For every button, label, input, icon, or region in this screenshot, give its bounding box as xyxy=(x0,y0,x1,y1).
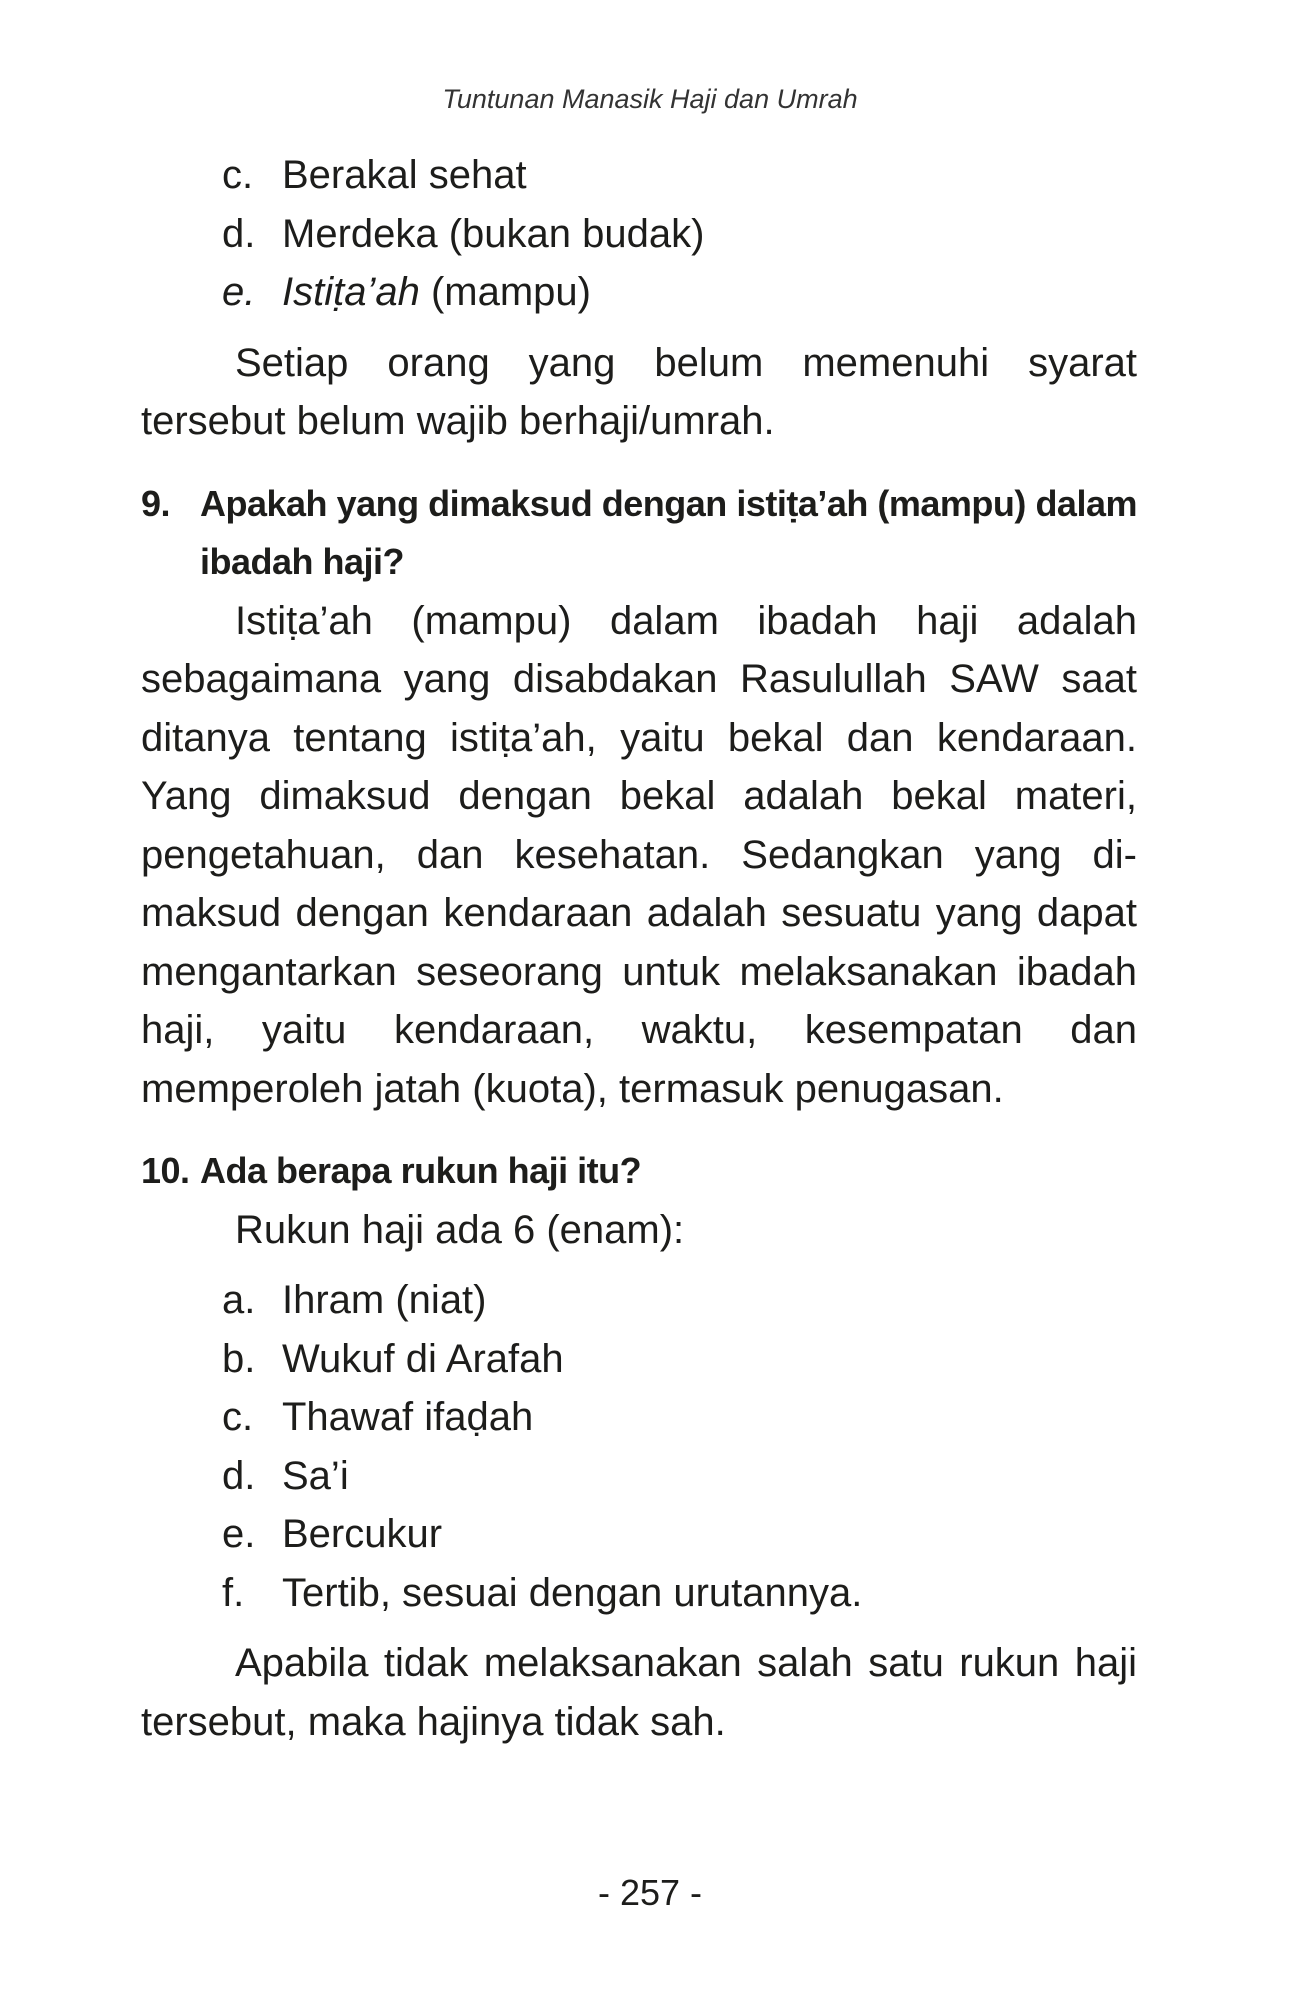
list-marker: a. xyxy=(222,1278,256,1322)
list-marker: e. xyxy=(222,270,256,314)
question-number: 10. xyxy=(141,1150,190,1191)
list-text: Berakal sehat xyxy=(282,153,527,197)
list-item xyxy=(141,1505,1137,1564)
page-content xyxy=(141,146,1137,1751)
list-text: Ihram (niat) xyxy=(282,1278,487,1322)
question-number: 9. xyxy=(141,482,171,524)
list-marker: d. xyxy=(222,211,256,256)
list-text: Wukuf di Arafah xyxy=(282,1336,564,1381)
page-number: - 257 - xyxy=(597,1872,703,1913)
list-marker: c. xyxy=(222,1395,254,1439)
list-text-italic: Istiṭa’ah xyxy=(282,270,420,314)
question-9 xyxy=(141,475,1137,592)
list-text: Tertib, sesuai dengan urutannya. xyxy=(282,1570,863,1615)
paragraph-syarat: Setiap orang yang belum memenuhi syarat tersebut belum wajib berhaji/umrah. xyxy=(141,340,1137,443)
list-item xyxy=(141,1330,1137,1389)
question-text: Ada berapa rukun haji itu? xyxy=(200,1150,642,1191)
list-text: Thawaf ifaḍah xyxy=(282,1395,534,1439)
list-item xyxy=(141,146,1137,205)
running-header: Tuntunan Manasik Haji dan Umrah xyxy=(442,84,858,114)
list-text-rest: (mampu) xyxy=(419,270,591,314)
question-text: Apakah yang dimaksud dengan istiṭa’ah (mampu) dalam ibadah haji? xyxy=(200,482,1137,582)
answer-10-intro: Rukun haji ada 6 (enam): xyxy=(235,1207,685,1252)
list-marker: f. xyxy=(222,1570,245,1615)
list-text: Sa’i xyxy=(282,1453,349,1498)
list-marker: e. xyxy=(222,1512,256,1556)
list-text: Merdeka (bukan budak) xyxy=(282,211,705,256)
list-item xyxy=(141,205,1137,264)
list-text: Bercukur xyxy=(282,1512,443,1556)
list-item xyxy=(141,1564,1137,1623)
list-item xyxy=(141,263,1137,322)
list-marker: b. xyxy=(222,1336,256,1381)
question-10 xyxy=(141,1142,1137,1201)
paragraph-closing: Apabila tidak melaksanakan salah satu rukun haji tersebut, maka hajinya tidak sah. xyxy=(141,1641,1137,1744)
answer-9: Istiṭa’ah (mampu) dalam ibadah haji adalah sebagaimana yang disabdakan Rasulullah SAW saat ditanya tentang istiṭa’ah, yaitu bekal dan kendaraan. Yang dimaksud dengan bekal adalah bekal materi, pengetahuan, dan kesehatan. Sedangkan yang dimaksud dengan kendaraan adalah sesuatu yang dapat mengantarkan seseorang untuk melaksanakan ibadah haji, yaitu kendaraan, waktu, kesempatan dan memperoleh jatah (kuota), termasuk penugasan. xyxy=(141,598,1137,1111)
list-item xyxy=(141,1388,1137,1447)
list-marker: c. xyxy=(222,153,254,197)
list-marker: d. xyxy=(222,1453,256,1498)
list-item xyxy=(141,1447,1137,1506)
list-text xyxy=(282,263,591,322)
list-item xyxy=(141,1271,1137,1330)
